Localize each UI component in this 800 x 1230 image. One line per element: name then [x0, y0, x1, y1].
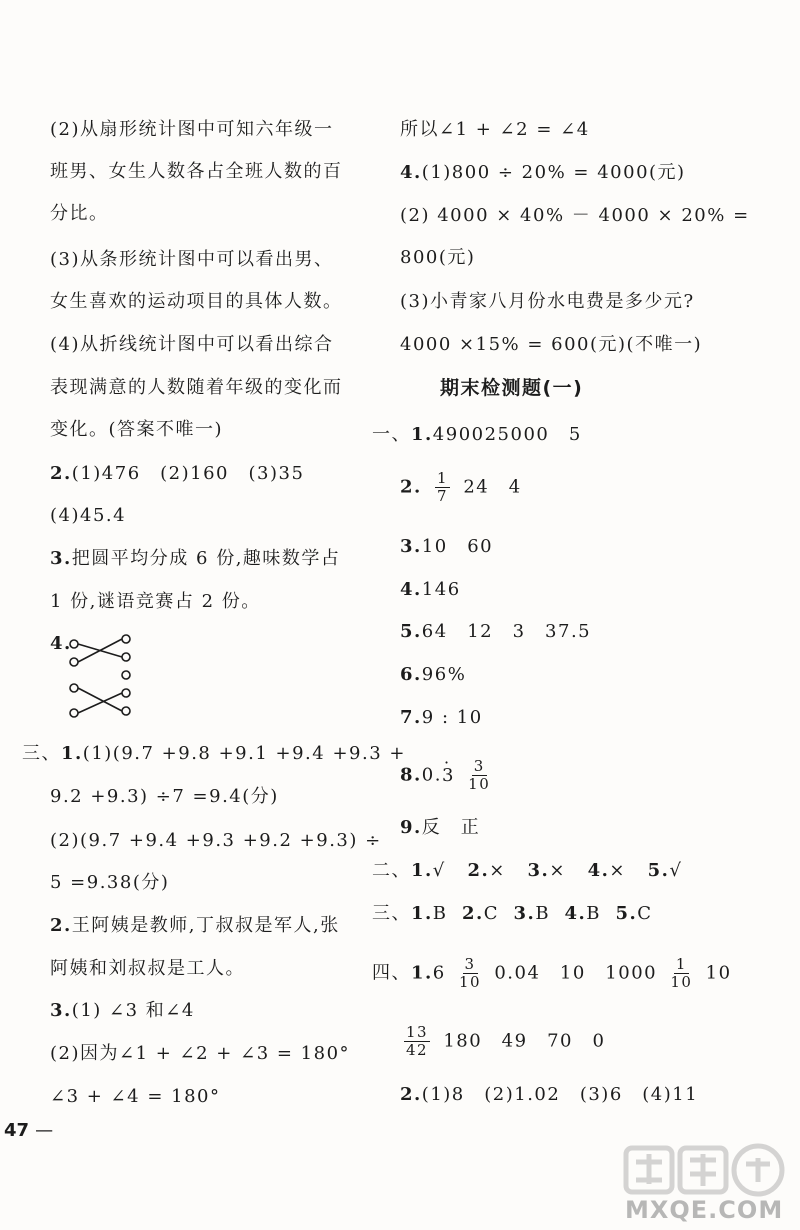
- section-3-question-1-line-d: 5 =9.38(分): [50, 872, 170, 893]
- right-question-4-line-a: (1)800 ÷ 20% = 4000(元): [421, 162, 686, 183]
- question-2: [50, 462, 304, 486]
- fraction-denominator: 42: [406, 1041, 429, 1059]
- section-3-question-2-line-b: 阿姨和刘叔叔是工人。: [50, 958, 245, 979]
- part-1-item-1-answer: 490025000 5: [432, 424, 582, 445]
- left-line-5: 女生喜欢的运动项目的具体人数。: [50, 291, 343, 312]
- right-question-4-line-c: 800(元): [400, 247, 476, 268]
- part-4-item-2-number: 2.: [400, 1084, 422, 1105]
- section-3-question-1-line-a: (1)(9.7 +9.8 +9.1 +9.4 +9.3 +: [82, 743, 406, 764]
- section-3-question-2-number: 2.: [50, 915, 72, 936]
- part-1-item-4-number: 4.: [400, 579, 422, 600]
- section-3-question-2-line-a: 王阿姨是教师,丁叔叔是军人,张: [71, 915, 340, 936]
- part-1-item-6-answer: 96%: [421, 664, 467, 685]
- left-line-1: (2)从扇形统计图中可知六年级一: [50, 119, 334, 140]
- page-number-dash: —: [35, 1120, 54, 1141]
- part-1-item-7: [400, 706, 483, 730]
- left-line-4: (3)从条形统计图中可以看出男、: [50, 249, 334, 270]
- part-2-item-number: 2.: [467, 860, 490, 881]
- fraction-one-tenth: [670, 956, 692, 991]
- right-question-4-line-e: 4000 ×15% = 600(元)(不唯一): [400, 334, 703, 355]
- left-line-3: 分比。: [50, 203, 109, 224]
- section-3-question-3-number: 3.: [50, 1000, 72, 1021]
- part-4-item-1-answer-c: 10: [705, 962, 732, 984]
- part-2-item-answer: ×: [489, 860, 506, 881]
- part-4-item-1-number: 1.: [411, 962, 433, 984]
- part-2-item-number: 4.: [587, 860, 610, 881]
- fraction-numerator: 1: [675, 955, 687, 973]
- part-1-item-5: [400, 620, 591, 644]
- part-4-item-1-continued: [404, 1024, 605, 1059]
- part-1-item-5-number: 5.: [400, 621, 422, 642]
- part-4-item-1: [372, 956, 732, 991]
- section-3-question-1-line-c: (2)(9.7 +9.4 +9.3 +9.2 +9.3) ÷: [50, 830, 382, 851]
- part-2-item-answer: ×: [609, 860, 626, 881]
- question-3-answer-b: 1 份,谜语竞赛占 2 份。: [50, 591, 261, 612]
- part-1-item-9-answer: 反 正: [421, 817, 481, 838]
- right-question-4-number: 4.: [400, 162, 422, 183]
- part-2-item-number: 5.: [647, 860, 670, 881]
- part-1-item-7-number: 7.: [400, 707, 422, 728]
- left-line-6: (4)从折线统计图中可以看出综合: [50, 334, 334, 355]
- section-title: 期末检测题(一): [440, 377, 584, 399]
- question-4-number: 4.: [50, 633, 72, 654]
- part-3-item-answer: B: [432, 903, 448, 924]
- section-3-question-1-line-b: 9.2 +9.3) ÷7 =9.4(分): [50, 786, 279, 807]
- section-3-question-3: [50, 999, 195, 1023]
- part-4-item-1-answer-b: 0.04 10 1000: [494, 962, 658, 984]
- page-number-value: 47: [4, 1120, 30, 1141]
- part-1-item-5-answer: 64 12 3 37.5: [421, 621, 592, 642]
- fraction-three-tenths-b: [459, 956, 481, 991]
- part-2-item-answer: √: [669, 860, 683, 881]
- left-line-2: 班男、女生人数各占全班人数的百: [50, 161, 343, 182]
- repeating-decimal-digit: · 3: [442, 764, 455, 788]
- part-3-item-number: 1.: [411, 903, 433, 924]
- part-1-item-9-number: 9.: [400, 817, 422, 838]
- question-2-answer-a: (1)476 (2)160 (3)35: [71, 463, 305, 484]
- part-1-item-6-number: 6.: [400, 664, 422, 685]
- part-2-item-answer: ×: [549, 860, 566, 881]
- part-2-item-answer: √: [432, 860, 446, 881]
- left-line-7: 表现满意的人数随着年级的变化而: [50, 377, 343, 398]
- part-1-item-4: [400, 578, 461, 602]
- part-3-answers: [372, 902, 653, 926]
- part-2-label: 二、: [372, 860, 411, 881]
- part-2-item-number: 3.: [527, 860, 550, 881]
- part-3-item-number: 4.: [564, 903, 587, 924]
- fraction-thirteen-fortysecond: [404, 1024, 430, 1059]
- part-4-label: 四、: [372, 962, 411, 984]
- part-1-item-3-answer: 10 60: [421, 536, 494, 557]
- part-1-item-1: [372, 423, 582, 447]
- part-1-item-4-answer: 146: [421, 579, 461, 600]
- fraction-three-tenths: [468, 758, 490, 793]
- part-1-item-8: [400, 758, 496, 793]
- right-question-4: [400, 161, 686, 185]
- right-line-1: 所以∠1 + ∠2 = ∠4: [400, 119, 590, 140]
- section-3-question-2: [50, 914, 340, 938]
- fraction-numerator: 3: [464, 955, 476, 973]
- part-1-label: 一、: [372, 424, 411, 445]
- part-3-item-number: 5.: [615, 903, 638, 924]
- fraction-numerator: 13: [406, 1023, 429, 1041]
- part-1-item-8-number: 8.: [400, 764, 422, 786]
- left-line-8: 变化。(答案不唯一): [50, 419, 224, 440]
- section-3-question-1: [22, 742, 406, 766]
- fraction-numerator: 1: [437, 469, 449, 487]
- question-2-answer-b: (4)45.4: [50, 505, 127, 526]
- fraction-denominator: 10: [670, 973, 693, 991]
- part-1-item-9: [400, 816, 480, 840]
- section-3-question-1-number: 1.: [61, 743, 83, 764]
- part-4-item-1-answer-a: 6: [432, 962, 446, 984]
- part-1-item-6: [400, 663, 466, 687]
- question-3: [50, 547, 340, 571]
- matching-lines-diagram: [68, 630, 134, 722]
- fraction-one-seventh: [435, 470, 450, 505]
- question-2-number: 2.: [50, 463, 72, 484]
- part-3-item-number: 2.: [461, 903, 484, 924]
- part-2-item-number: 1.: [411, 860, 433, 881]
- part-4-item-2: [400, 1083, 698, 1107]
- section-3-question-3-line-b: (2)因为∠1 + ∠2 + ∠3 = 180°: [50, 1043, 351, 1064]
- section-3-question-3-line-a: (1) ∠3 和∠4: [71, 1000, 195, 1021]
- part-1-item-2-answer: 24 4: [463, 476, 522, 498]
- section-3-question-3-line-c: ∠3 + ∠4 = 180°: [50, 1086, 221, 1107]
- part-1-item-3-number: 3.: [400, 536, 422, 557]
- part-1-item-2-number: 2.: [400, 476, 422, 498]
- right-question-4-line-d: (3)小青家八月份水电费是多少元?: [400, 291, 695, 312]
- part-1-item-1-number: 1.: [411, 424, 433, 445]
- part-3-item-number: 3.: [513, 903, 536, 924]
- part-4-item-2-answer: (1)8 (2)1.02 (3)6 (4)11: [421, 1084, 699, 1105]
- part-3-item-answer: B: [535, 903, 551, 924]
- part-1-item-2: [400, 470, 522, 505]
- question-3-answer-a: 把圆平均分成 6 份,趣味数学占: [71, 548, 341, 569]
- part-1-item-3: [400, 535, 493, 559]
- part-3-item-answer: C: [483, 903, 500, 924]
- right-question-4-line-b: (2) 4000 × 40% － 4000 × 20% =: [400, 205, 750, 226]
- part-3-item-answer: B: [586, 903, 602, 924]
- part-1-item-7-answer: 9 : 10: [421, 707, 483, 728]
- page-number: [4, 1120, 53, 1141]
- part-3-label: 三、: [372, 903, 411, 924]
- fraction-denominator: 7: [437, 487, 449, 505]
- fraction-denominator: 10: [458, 973, 482, 991]
- watermark-text: MXQE.COM: [625, 1196, 784, 1224]
- repeating-decimal-int: 0.: [421, 764, 442, 786]
- part-3-item-answer: C: [637, 903, 653, 924]
- part-4-item-1-answer-d: 180 49 70 0: [443, 1030, 606, 1052]
- question-3-number: 3.: [50, 548, 72, 569]
- fraction-denominator: 10: [468, 775, 491, 793]
- part-2-answers: [372, 859, 682, 883]
- fraction-numerator: 3: [473, 757, 485, 775]
- section-3-label: 三、: [22, 743, 61, 764]
